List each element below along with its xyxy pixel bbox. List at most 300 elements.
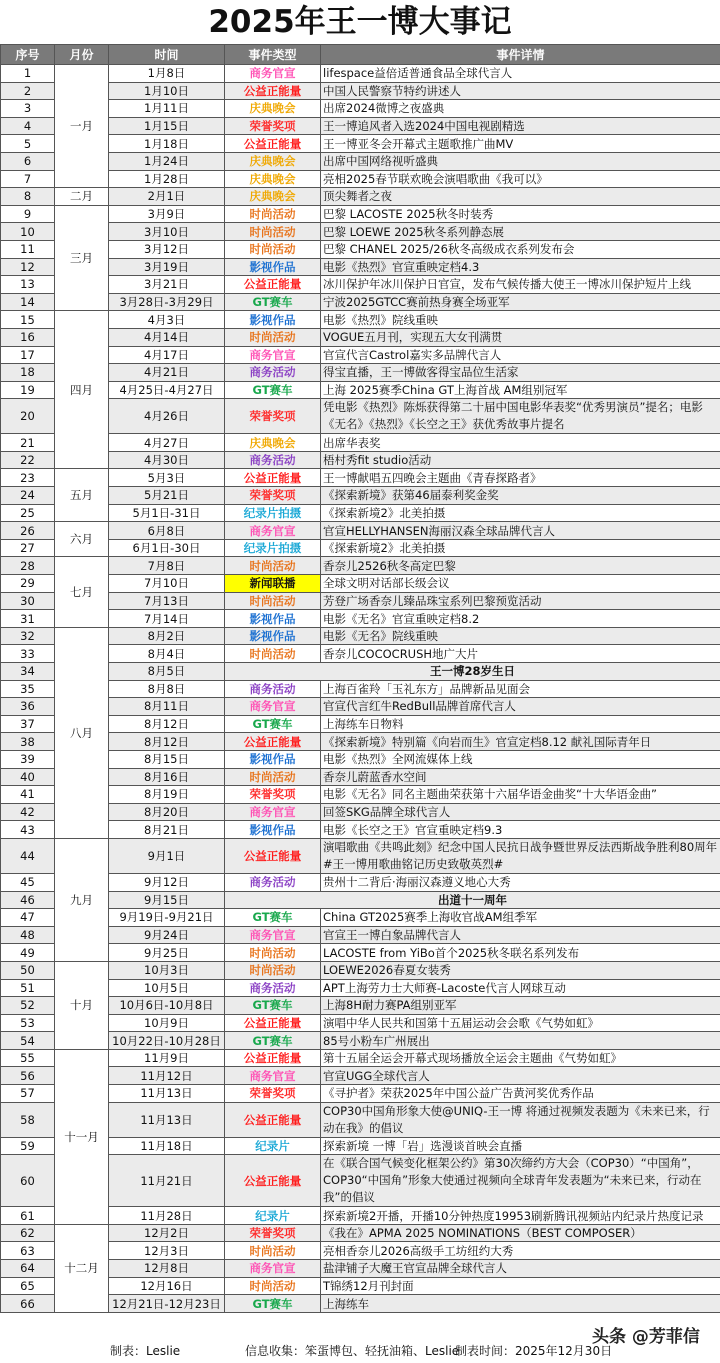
row-type: 商务活动 [225, 873, 321, 891]
table-row [1, 873, 720, 891]
row-type: GT赛车 [225, 381, 321, 399]
row-date: 2月1日 [109, 188, 225, 206]
row-number: 5 [1, 135, 55, 153]
table-row [1, 539, 720, 557]
row-number: 29 [1, 575, 55, 593]
row-detail: 中国人民警察节特约讲述人 [321, 82, 720, 100]
table-row [1, 557, 720, 575]
row-type: 时尚活动 [225, 240, 321, 258]
row-number: 35 [1, 680, 55, 698]
row-type: 公益正能量 [225, 82, 321, 100]
row-date: 7月13日 [109, 592, 225, 610]
row-type: 荣誉奖项 [225, 1224, 321, 1242]
row-date: 4月17日 [109, 346, 225, 364]
row-type: GT赛车 [225, 293, 321, 311]
month-cell: 十一月 [55, 1049, 109, 1224]
row-type: 商务官宣 [225, 65, 321, 83]
row-type: 公益正能量 [225, 733, 321, 751]
row-type: 庆典晚会 [225, 170, 321, 188]
row-type: 庆典晚会 [225, 188, 321, 206]
table-row [1, 364, 720, 382]
row-type: 影视作品 [225, 627, 321, 645]
row-type: 荣誉奖项 [225, 786, 321, 804]
row-detail: 全球文明对话部长级会议 [321, 575, 720, 593]
row-detail: 演唱歌曲《共鸣此刻》纪念中国人民抗日战争暨世界反法西斯战争胜利80周年 #王一博用歌曲铭记历史致敬英烈# [321, 838, 720, 873]
table-row [1, 117, 720, 135]
row-type: 时尚活动 [225, 768, 321, 786]
row-detail: 亮相香奈儿2026高级手工坊纽约大秀 [321, 1242, 720, 1260]
table-row [1, 821, 720, 839]
row-date: 8月11日 [109, 698, 225, 716]
row-date: 9月25日 [109, 944, 225, 962]
table-row [1, 663, 720, 681]
row-detail: 《寻护者》荣获2025年中国公益广告黄河奖优秀作品 [321, 1085, 720, 1103]
row-type: 商务官宣 [225, 803, 321, 821]
row-date: 8月12日 [109, 715, 225, 733]
row-number: 61 [1, 1207, 55, 1225]
row-date: 4月30日 [109, 451, 225, 469]
row-date: 8月16日 [109, 768, 225, 786]
table-row [1, 891, 720, 909]
month-cell: 十二月 [55, 1224, 109, 1312]
table-row [1, 803, 720, 821]
row-date: 4月26日 [109, 399, 225, 434]
footer-maker: 制表：Leslie [110, 1344, 181, 1358]
row-date: 5月1日-31日 [109, 504, 225, 522]
row-number: 45 [1, 873, 55, 891]
row-detail: 亮相2025春节联欢晚会演唱歌曲《我可以》 [321, 170, 720, 188]
row-date: 6月8日 [109, 522, 225, 540]
row-number: 11 [1, 240, 55, 258]
row-type: GT赛车 [225, 997, 321, 1015]
table-row [1, 909, 720, 927]
row-date: 9月19日-9月21日 [109, 909, 225, 927]
row-number: 22 [1, 451, 55, 469]
month-cell: 七月 [55, 557, 109, 627]
row-detail: 巴黎 LACOSTE 2025秋冬时装秀 [321, 205, 720, 223]
row-date: 9月12日 [109, 873, 225, 891]
row-date: 8月19日 [109, 786, 225, 804]
row-date: 1月10日 [109, 82, 225, 100]
row-number: 38 [1, 733, 55, 751]
row-detail: 王一博亚冬会开幕式主题歌推广曲MV [321, 135, 720, 153]
row-detail: lifespace益倍适普通食品全球代言人 [321, 65, 720, 83]
row-number: 53 [1, 1014, 55, 1032]
row-type: 公益正能量 [225, 135, 321, 153]
row-detail: 官宣王一博白象品牌代言人 [321, 926, 720, 944]
row-number: 36 [1, 698, 55, 716]
row-detail: 《探索新境2》北美拍摄 [321, 539, 720, 557]
row-type: 时尚活动 [225, 557, 321, 575]
row-number: 50 [1, 961, 55, 979]
table-row [1, 434, 720, 452]
row-detail: 凭电影《热烈》陈烁获得第二十届中国电影华表奖“优秀男演员”提名；电影《无名》《热烈》《长空之王》获优秀故事片提名 [321, 399, 720, 434]
row-number: 16 [1, 328, 55, 346]
row-type: 商务活动 [225, 364, 321, 382]
row-type: 新闻联播 [225, 575, 321, 593]
table-row [1, 276, 720, 294]
row-date: 1月28日 [109, 170, 225, 188]
table-row [1, 487, 720, 505]
row-number: 42 [1, 803, 55, 821]
table-row [1, 698, 720, 716]
table-row [1, 135, 720, 153]
table-row [1, 1102, 720, 1137]
row-detail: 出席中国网络视听盛典 [321, 152, 720, 170]
row-type: 商务官宣 [225, 522, 321, 540]
row-number: 66 [1, 1295, 55, 1313]
row-number: 15 [1, 311, 55, 329]
row-date: 4月27日 [109, 434, 225, 452]
row-number: 52 [1, 997, 55, 1015]
row-date: 10月3日 [109, 961, 225, 979]
row-detail: 电影《热烈》院线重映 [321, 311, 720, 329]
row-number: 26 [1, 522, 55, 540]
table-row [1, 1207, 720, 1225]
row-type: 纪录片拍摄 [225, 504, 321, 522]
row-date: 9月15日 [109, 891, 225, 909]
row-number: 40 [1, 768, 55, 786]
row-number: 12 [1, 258, 55, 276]
table-row [1, 979, 720, 997]
row-type: 商务官宣 [225, 346, 321, 364]
row-number: 41 [1, 786, 55, 804]
row-type: 公益正能量 [225, 838, 321, 873]
row-detail: 梧村秀fit studio活动 [321, 451, 720, 469]
row-date: 11月28日 [109, 1207, 225, 1225]
row-date: 8月4日 [109, 645, 225, 663]
row-type: 商务官宣 [225, 698, 321, 716]
table-row [1, 223, 720, 241]
row-number: 21 [1, 434, 55, 452]
header-detail: 事件详情 [321, 45, 720, 65]
month-cell: 九月 [55, 838, 109, 961]
row-number: 19 [1, 381, 55, 399]
table-row [1, 1260, 720, 1278]
row-number: 25 [1, 504, 55, 522]
row-date: 8月8日 [109, 680, 225, 698]
row-type: 影视作品 [225, 311, 321, 329]
row-date: 10月9日 [109, 1014, 225, 1032]
table-row [1, 838, 720, 873]
row-date: 11月12日 [109, 1067, 225, 1085]
row-type: 影视作品 [225, 821, 321, 839]
row-date: 10月6日-10月8日 [109, 997, 225, 1015]
row-detail: 出席华表奖 [321, 434, 720, 452]
row-type: 荣誉奖项 [225, 399, 321, 434]
row-detail: COP30中国角形象大使@UNIQ-王一博 将通过视频发表题为《未来已来，行动在我》的倡议 [321, 1102, 720, 1137]
row-detail: 冰川保护年冰川保护日官宣，发布气候传播大使王一博冰川保护短片上线 [321, 276, 720, 294]
row-detail: LOEWE2026春夏女装秀 [321, 961, 720, 979]
row-detail: APT上海劳力士大师赛-Lacoste代言人网球互动 [321, 979, 720, 997]
row-number: 3 [1, 100, 55, 118]
table-row [1, 961, 720, 979]
row-date: 8月21日 [109, 821, 225, 839]
row-number: 63 [1, 1242, 55, 1260]
table-row [1, 152, 720, 170]
row-detail: 官宣UGG全球代言人 [321, 1067, 720, 1085]
row-type: 时尚活动 [225, 592, 321, 610]
row-detail: LACOSTE from YiBo首个2025秋冬联名系列发布 [321, 944, 720, 962]
table-row [1, 258, 720, 276]
row-type: 时尚活动 [225, 1242, 321, 1260]
row-detail: 《探索新境2》北美拍摄 [321, 504, 720, 522]
row-type: 庆典晚会 [225, 152, 321, 170]
row-date: 3月9日 [109, 205, 225, 223]
row-detail: 顶尖舞者之夜 [321, 188, 720, 206]
row-number: 65 [1, 1277, 55, 1295]
milestone-cell: 王一博28岁生日 [225, 663, 720, 681]
row-date: 3月12日 [109, 240, 225, 258]
row-detail: 王一博献唱五四晚会主题曲《青春探路者》 [321, 469, 720, 487]
row-date: 5月21日 [109, 487, 225, 505]
row-date: 12月8日 [109, 1260, 225, 1278]
row-number: 54 [1, 1032, 55, 1050]
row-detail: 电影《热烈》官宣重映定档4.3 [321, 258, 720, 276]
row-number: 14 [1, 293, 55, 311]
watermark: 头条 @芳菲信 [592, 1327, 700, 1347]
row-number: 37 [1, 715, 55, 733]
row-detail: China GT2025赛季上海收官战AM组季军 [321, 909, 720, 927]
row-date: 4月25日-4月27日 [109, 381, 225, 399]
row-type: 公益正能量 [225, 276, 321, 294]
row-number: 20 [1, 399, 55, 434]
row-type: 荣誉奖项 [225, 487, 321, 505]
month-cell: 一月 [55, 65, 109, 188]
row-detail: 官宣代言红牛RedBull品牌首席代言人 [321, 698, 720, 716]
month-cell: 十月 [55, 961, 109, 1049]
table-row [1, 1014, 720, 1032]
row-detail: 得宝直播，王一博做客得宝品位生活家 [321, 364, 720, 382]
row-detail: 探索新境2开播，开播10分钟热度19953刷新腾讯视频站内纪录片热度记录 [321, 1207, 720, 1225]
table-body [1, 65, 720, 1313]
row-date: 1月15日 [109, 117, 225, 135]
table-row [1, 997, 720, 1015]
row-date: 4月3日 [109, 311, 225, 329]
row-number: 6 [1, 152, 55, 170]
row-date: 3月19日 [109, 258, 225, 276]
row-detail: 电影《无名》院线重映 [321, 627, 720, 645]
row-type: 商务活动 [225, 979, 321, 997]
row-number: 7 [1, 170, 55, 188]
header-type: 事件类型 [225, 45, 321, 65]
table-row [1, 1067, 720, 1085]
row-number: 58 [1, 1102, 55, 1137]
row-detail: 王一博追风者入选2024中国电视剧精选 [321, 117, 720, 135]
row-type: 纪录片 [225, 1207, 321, 1225]
table-row [1, 469, 720, 487]
row-date: 12月21日-12月23日 [109, 1295, 225, 1313]
row-number: 17 [1, 346, 55, 364]
row-type: 影视作品 [225, 258, 321, 276]
table-row [1, 944, 720, 962]
row-number: 64 [1, 1260, 55, 1278]
table-row [1, 311, 720, 329]
table-row [1, 381, 720, 399]
row-type: 纪录片 [225, 1137, 321, 1155]
row-number: 47 [1, 909, 55, 927]
row-type: 商务官宣 [225, 926, 321, 944]
month-cell: 三月 [55, 205, 109, 311]
row-type: 影视作品 [225, 750, 321, 768]
row-type: 纪录片拍摄 [225, 539, 321, 557]
table-row [1, 1295, 720, 1313]
row-type: 公益正能量 [225, 469, 321, 487]
row-detail: 在《联合国气候变化框架公约》第30次缔约方大会（COP30）“中国角”，COP30“中国角”形象大使通过视频向全球青年发表题为“未来已来，行动在我”的倡议 [321, 1155, 720, 1207]
table-row [1, 328, 720, 346]
row-number: 46 [1, 891, 55, 909]
row-date: 8月15日 [109, 750, 225, 768]
table-row [1, 1032, 720, 1050]
table-row [1, 1224, 720, 1242]
row-number: 10 [1, 223, 55, 241]
row-detail: 官宣HELLYHANSEN海丽汉森全球品牌代言人 [321, 522, 720, 540]
row-type: 荣誉奖项 [225, 1085, 321, 1103]
table-row [1, 188, 720, 206]
row-date: 3月10日 [109, 223, 225, 241]
row-date: 10月22日-10月28日 [109, 1032, 225, 1050]
row-detail: 出席2024微博之夜盛典 [321, 100, 720, 118]
table-header-row [1, 45, 720, 65]
row-detail: VOGUE五月刊，实现五大女刊满贯 [321, 328, 720, 346]
row-date: 3月28日-3月29日 [109, 293, 225, 311]
month-cell: 八月 [55, 627, 109, 838]
row-detail: 回签SKG品牌全球代言人 [321, 803, 720, 821]
header-date: 时间 [109, 45, 225, 65]
row-type: GT赛车 [225, 1295, 321, 1313]
row-date: 11月18日 [109, 1137, 225, 1155]
table-row [1, 451, 720, 469]
row-type: 公益正能量 [225, 1102, 321, 1137]
table-row [1, 680, 720, 698]
row-date: 9月24日 [109, 926, 225, 944]
row-type: 时尚活动 [225, 223, 321, 241]
row-date: 4月14日 [109, 328, 225, 346]
row-detail: 第十五届全运会开幕式现场播放全运会主题曲《气势如虹》 [321, 1049, 720, 1067]
row-date: 3月21日 [109, 276, 225, 294]
row-detail: 85号小粉车广州展出 [321, 1032, 720, 1050]
row-date: 9月1日 [109, 838, 225, 873]
row-detail: 官宣代言Castrol嘉实多品牌代言人 [321, 346, 720, 364]
row-number: 51 [1, 979, 55, 997]
table-row [1, 733, 720, 751]
row-detail: 电影《无名》同名主题曲荣获第十六届华语金曲奖“十大华语金曲” [321, 786, 720, 804]
row-date: 6月1日-30日 [109, 539, 225, 557]
row-type: 公益正能量 [225, 1155, 321, 1207]
row-number: 31 [1, 610, 55, 628]
table-row [1, 1277, 720, 1295]
row-type: 商务活动 [225, 680, 321, 698]
row-detail: T锦绣12月刊封面 [321, 1277, 720, 1295]
row-date: 4月21日 [109, 364, 225, 382]
table-row [1, 1049, 720, 1067]
table-row [1, 205, 720, 223]
row-date: 11月9日 [109, 1049, 225, 1067]
row-detail: 探索新境 一博「岩」选漫谈首映会直播 [321, 1137, 720, 1155]
table-row [1, 504, 720, 522]
table-row [1, 926, 720, 944]
row-number: 1 [1, 65, 55, 83]
row-date: 11月21日 [109, 1155, 225, 1207]
milestone-cell: 出道十一周年 [225, 891, 720, 909]
table-row [1, 575, 720, 593]
row-type: 时尚活动 [225, 1277, 321, 1295]
row-type: 公益正能量 [225, 1014, 321, 1032]
row-number: 56 [1, 1067, 55, 1085]
row-detail: 电影《热烈》全网流媒体上线 [321, 750, 720, 768]
row-number: 57 [1, 1085, 55, 1103]
row-type: 商务官宣 [225, 1067, 321, 1085]
table-row [1, 522, 720, 540]
row-number: 48 [1, 926, 55, 944]
row-date: 5月3日 [109, 469, 225, 487]
row-number: 30 [1, 592, 55, 610]
table-row [1, 786, 720, 804]
row-detail: 电影《长空之王》官宣重映定档9.3 [321, 821, 720, 839]
table-row [1, 1085, 720, 1103]
row-detail: 上海8H耐力赛PA组别亚军 [321, 997, 720, 1015]
table-row [1, 768, 720, 786]
row-date: 1月8日 [109, 65, 225, 83]
table-row [1, 715, 720, 733]
row-date: 10月5日 [109, 979, 225, 997]
row-detail: 巴黎 CHANEL 2025/26秋冬高级成衣系列发布会 [321, 240, 720, 258]
row-detail: 上海百雀羚「玉礼东方」品牌新品见面会 [321, 680, 720, 698]
month-cell: 四月 [55, 311, 109, 469]
table-row [1, 240, 720, 258]
page-title: 2025年王一博大事记 [208, 4, 512, 40]
row-number: 28 [1, 557, 55, 575]
row-date: 12月2日 [109, 1224, 225, 1242]
row-number: 34 [1, 663, 55, 681]
row-date: 8月5日 [109, 663, 225, 681]
row-type: 商务官宣 [225, 1260, 321, 1278]
row-date: 8月2日 [109, 627, 225, 645]
row-date: 1月11日 [109, 100, 225, 118]
row-type: 时尚活动 [225, 205, 321, 223]
row-number: 62 [1, 1224, 55, 1242]
row-date: 1月18日 [109, 135, 225, 153]
header-no: 序号 [1, 45, 55, 65]
row-detail: 上海 2025赛季China GT上海首战 AM组别冠军 [321, 381, 720, 399]
row-number: 39 [1, 750, 55, 768]
row-number: 27 [1, 539, 55, 557]
row-detail: 巴黎 LOEWE 2025秋冬系列静态展 [321, 223, 720, 241]
row-date: 12月16日 [109, 1277, 225, 1295]
row-detail: 香奈儿COCOCRUSH地广大片 [321, 645, 720, 663]
row-number: 59 [1, 1137, 55, 1155]
row-type: 公益正能量 [225, 1049, 321, 1067]
row-detail: 演唱中华人民共和国第十五届运动会会歌《气势如虹》 [321, 1014, 720, 1032]
row-number: 32 [1, 627, 55, 645]
row-type: 商务活动 [225, 451, 321, 469]
table-row [1, 1137, 720, 1155]
row-date: 11月13日 [109, 1102, 225, 1137]
month-cell: 二月 [55, 188, 109, 206]
row-detail: 贵州十二背后·海丽汉森遵义地心大秀 [321, 873, 720, 891]
row-detail: 《我在》APMA 2025 NOMINATIONS（BEST COMPOSER） [321, 1224, 720, 1242]
table-row [1, 610, 720, 628]
row-number: 55 [1, 1049, 55, 1067]
row-detail: 电影《无名》官宣重映定档8.2 [321, 610, 720, 628]
month-cell: 五月 [55, 469, 109, 522]
table-row [1, 65, 720, 83]
table-row [1, 1155, 720, 1207]
table-row [1, 170, 720, 188]
row-number: 33 [1, 645, 55, 663]
footer-collector: 信息收集：笨蛋博包、轻抚油箱、Leslie [245, 1344, 460, 1358]
row-type: GT赛车 [225, 1032, 321, 1050]
